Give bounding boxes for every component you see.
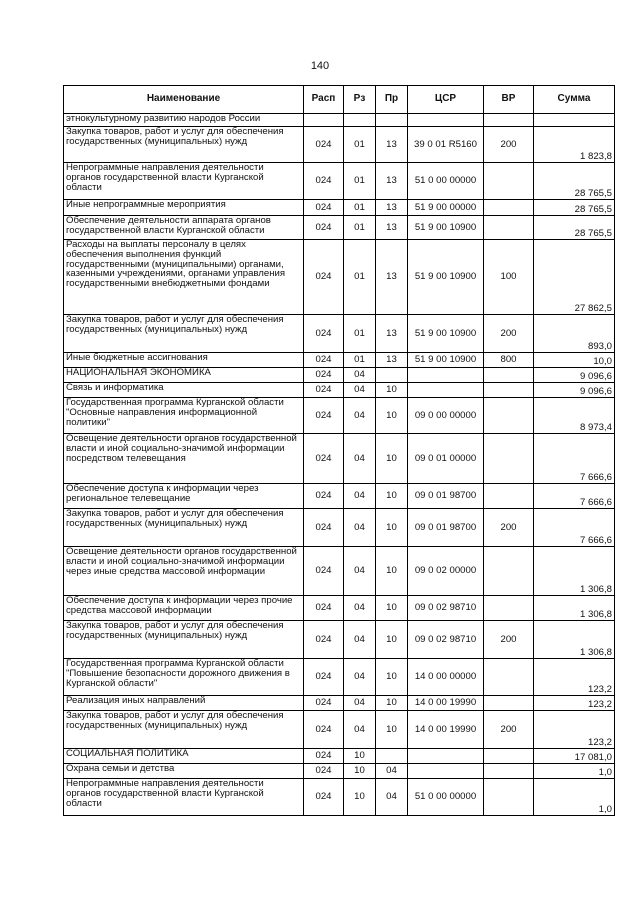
cell-rasp: 024 xyxy=(304,163,344,200)
cell-rz: 04 xyxy=(344,659,376,696)
cell-vr xyxy=(484,114,534,127)
cell-rz: 04 xyxy=(344,696,376,711)
cell-vr xyxy=(484,659,534,696)
cell-name: Обеспечение деятельности аппарата органов государственной власти Курганской области xyxy=(64,216,304,240)
cell-pr: 13 xyxy=(376,200,408,216)
table-row xyxy=(64,547,615,596)
cell-csr: 51 9 00 00000 xyxy=(408,200,484,216)
table-row xyxy=(64,621,615,659)
table-row xyxy=(64,216,615,240)
cell-pr: 13 xyxy=(376,315,408,353)
cell-rasp: 024 xyxy=(304,240,344,315)
table-row xyxy=(64,368,615,383)
table-row xyxy=(64,434,615,484)
header-name: Наименование xyxy=(64,86,304,114)
cell-csr: 09 0 01 98700 xyxy=(408,484,484,509)
cell-vr xyxy=(484,163,534,200)
cell-vr xyxy=(484,547,534,596)
cell-csr: 09 0 01 00000 xyxy=(408,434,484,484)
table-row xyxy=(64,163,615,200)
cell-rz: 01 xyxy=(344,315,376,353)
cell-vr xyxy=(484,368,534,383)
cell-rz xyxy=(344,114,376,127)
cell-csr xyxy=(408,368,484,383)
cell-name: НАЦИОНАЛЬНАЯ ЭКОНОМИКА xyxy=(64,368,304,383)
cell-rasp: 024 xyxy=(304,383,344,398)
cell-sum: 7 666,6 xyxy=(534,509,615,547)
cell-pr: 10 xyxy=(376,484,408,509)
cell-sum: 893,0 xyxy=(534,315,615,353)
table-row xyxy=(64,764,615,779)
header-vr: ВР xyxy=(484,86,534,114)
cell-rz: 01 xyxy=(344,200,376,216)
cell-sum: 123,2 xyxy=(534,659,615,696)
cell-rz: 01 xyxy=(344,353,376,368)
table-row xyxy=(64,200,615,216)
header-pr: Пр xyxy=(376,86,408,114)
cell-pr xyxy=(376,368,408,383)
cell-name: Охрана семьи и детства xyxy=(64,764,304,779)
cell-sum: 1 306,8 xyxy=(534,596,615,621)
cell-sum: 9 096,6 xyxy=(534,383,615,398)
cell-csr: 51 9 00 10900 xyxy=(408,353,484,368)
cell-rasp: 024 xyxy=(304,368,344,383)
table-row xyxy=(64,484,615,509)
cell-pr: 10 xyxy=(376,398,408,434)
cell-pr: 04 xyxy=(376,779,408,816)
cell-vr xyxy=(484,779,534,816)
cell-rasp: 024 xyxy=(304,779,344,816)
cell-pr: 10 xyxy=(376,659,408,696)
cell-name: Непрограммные направления деятельности органов государственной власти Курганской области xyxy=(64,779,304,816)
cell-rz: 04 xyxy=(344,509,376,547)
cell-rz: 01 xyxy=(344,127,376,163)
cell-csr xyxy=(408,383,484,398)
cell-name: этнокультурному развитию народов России xyxy=(64,114,304,127)
cell-name: Освещение деятельности органов государственной власти и иной социально-значимой информации посредством телевещания xyxy=(64,434,304,484)
cell-name: СОЦИАЛЬНАЯ ПОЛИТИКА xyxy=(64,749,304,764)
cell-sum: 7 666,6 xyxy=(534,484,615,509)
cell-pr: 10 xyxy=(376,383,408,398)
table-row xyxy=(64,749,615,764)
cell-csr xyxy=(408,114,484,127)
cell-pr xyxy=(376,114,408,127)
cell-pr: 10 xyxy=(376,621,408,659)
cell-rasp: 024 xyxy=(304,547,344,596)
cell-name: Непрограммные направления деятельности органов государственной власти Курганской области xyxy=(64,163,304,200)
cell-name: Расходы на выплаты персоналу в целях обеспечения выполнения функций государственными (муниципальными) органами, казенными учреждениями, органами управления государственными внебюджетными фондами xyxy=(64,240,304,315)
cell-rasp: 024 xyxy=(304,711,344,749)
cell-rz: 10 xyxy=(344,779,376,816)
cell-vr: 200 xyxy=(484,621,534,659)
cell-rasp: 024 xyxy=(304,749,344,764)
cell-rasp xyxy=(304,114,344,127)
cell-sum: 28 765,5 xyxy=(534,163,615,200)
cell-rasp: 024 xyxy=(304,696,344,711)
cell-name: Закупка товаров, работ и услуг для обеспечения государственных (муниципальных) нужд xyxy=(64,127,304,163)
cell-sum xyxy=(534,114,615,127)
cell-name: Обеспечение доступа к информации через региональное телевещание xyxy=(64,484,304,509)
cell-pr: 04 xyxy=(376,764,408,779)
cell-name: Закупка товаров, работ и услуг для обеспечения государственных (муниципальных) нужд xyxy=(64,509,304,547)
cell-pr: 10 xyxy=(376,547,408,596)
table-row xyxy=(64,240,615,315)
cell-vr: 200 xyxy=(484,315,534,353)
table-row xyxy=(64,127,615,163)
cell-csr: 51 0 00 00000 xyxy=(408,779,484,816)
cell-sum: 10,0 xyxy=(534,353,615,368)
header-csr: ЦСР xyxy=(408,86,484,114)
cell-pr: 10 xyxy=(376,434,408,484)
header-sum: Сумма xyxy=(534,86,615,114)
cell-rz: 01 xyxy=(344,240,376,315)
table-row xyxy=(64,779,615,816)
cell-sum: 27 862,5 xyxy=(534,240,615,315)
cell-csr: 09 0 00 00000 xyxy=(408,398,484,434)
cell-sum: 9 096,6 xyxy=(534,368,615,383)
cell-name: Освещение деятельности органов государственной власти и иной социально-значимой информации через иные средства массовой информации xyxy=(64,547,304,596)
table-row xyxy=(64,114,615,127)
cell-name: Государственная программа Курганской области "Повышение безопасности дорожного движения в Курганской области" xyxy=(64,659,304,696)
cell-name: Государственная программа Курганской области "Основные направления информационной политики" xyxy=(64,398,304,434)
cell-csr: 39 0 01 R5160 xyxy=(408,127,484,163)
table-row xyxy=(64,383,615,398)
cell-csr: 51 9 00 10900 xyxy=(408,315,484,353)
cell-vr xyxy=(484,696,534,711)
table-row xyxy=(64,353,615,368)
cell-csr: 09 0 02 98710 xyxy=(408,621,484,659)
cell-pr: 10 xyxy=(376,711,408,749)
cell-pr: 10 xyxy=(376,509,408,547)
header-rasp: Расп xyxy=(304,86,344,114)
cell-sum: 123,2 xyxy=(534,711,615,749)
table-body xyxy=(64,114,615,816)
table-row xyxy=(64,315,615,353)
cell-vr xyxy=(484,764,534,779)
cell-vr xyxy=(484,434,534,484)
cell-rasp: 024 xyxy=(304,596,344,621)
cell-rasp: 024 xyxy=(304,127,344,163)
cell-rz: 04 xyxy=(344,434,376,484)
cell-csr: 14 0 00 19990 xyxy=(408,711,484,749)
cell-csr: 51 9 00 10900 xyxy=(408,240,484,315)
cell-vr xyxy=(484,216,534,240)
cell-csr: 09 0 02 98710 xyxy=(408,596,484,621)
table-row xyxy=(64,398,615,434)
budget-table xyxy=(63,85,615,816)
cell-csr xyxy=(408,764,484,779)
table-row xyxy=(64,596,615,621)
cell-vr xyxy=(484,596,534,621)
cell-sum: 7 666,6 xyxy=(534,434,615,484)
cell-sum: 1,0 xyxy=(534,779,615,816)
cell-vr xyxy=(484,398,534,434)
cell-vr xyxy=(484,383,534,398)
page-number: 140 xyxy=(310,60,330,72)
cell-rz: 04 xyxy=(344,484,376,509)
cell-sum: 17 081,0 xyxy=(534,749,615,764)
cell-pr: 13 xyxy=(376,240,408,315)
cell-rasp: 024 xyxy=(304,315,344,353)
cell-pr xyxy=(376,749,408,764)
cell-sum: 1 306,8 xyxy=(534,621,615,659)
table-row xyxy=(64,659,615,696)
cell-rasp: 024 xyxy=(304,509,344,547)
cell-csr xyxy=(408,749,484,764)
cell-rz: 10 xyxy=(344,764,376,779)
cell-rasp: 024 xyxy=(304,764,344,779)
cell-vr: 200 xyxy=(484,509,534,547)
cell-rasp: 024 xyxy=(304,659,344,696)
cell-sum: 1 306,8 xyxy=(534,547,615,596)
cell-pr: 13 xyxy=(376,353,408,368)
cell-sum: 28 765,5 xyxy=(534,216,615,240)
cell-rasp: 024 xyxy=(304,434,344,484)
cell-name: Иные бюджетные ассигнования xyxy=(64,353,304,368)
cell-name: Иные непрограммные мероприятия xyxy=(64,200,304,216)
cell-rasp: 024 xyxy=(304,200,344,216)
cell-pr: 13 xyxy=(376,127,408,163)
cell-csr: 09 0 02 00000 xyxy=(408,547,484,596)
cell-vr: 200 xyxy=(484,127,534,163)
cell-rz: 01 xyxy=(344,216,376,240)
cell-vr xyxy=(484,200,534,216)
cell-name: Закупка товаров, работ и услуг для обеспечения государственных (муниципальных) нужд xyxy=(64,711,304,749)
cell-name: Закупка товаров, работ и услуг для обеспечения государственных (муниципальных) нужд xyxy=(64,621,304,659)
cell-csr: 14 0 00 00000 xyxy=(408,659,484,696)
cell-name: Связь и информатика xyxy=(64,383,304,398)
cell-sum: 28 765,5 xyxy=(534,200,615,216)
cell-rasp: 024 xyxy=(304,398,344,434)
cell-name: Закупка товаров, работ и услуг для обеспечения государственных (муниципальных) нужд xyxy=(64,315,304,353)
cell-vr xyxy=(484,484,534,509)
cell-rz: 04 xyxy=(344,711,376,749)
cell-pr: 13 xyxy=(376,216,408,240)
cell-rasp: 024 xyxy=(304,216,344,240)
cell-pr: 10 xyxy=(376,696,408,711)
cell-sum: 1 823,8 xyxy=(534,127,615,163)
cell-rasp: 024 xyxy=(304,621,344,659)
cell-name: Обеспечение доступа к информации через прочие средства массовой информации xyxy=(64,596,304,621)
cell-sum: 1,0 xyxy=(534,764,615,779)
cell-sum: 123,2 xyxy=(534,696,615,711)
cell-vr xyxy=(484,749,534,764)
cell-csr: 51 9 00 10900 xyxy=(408,216,484,240)
table-row xyxy=(64,696,615,711)
cell-rz: 04 xyxy=(344,368,376,383)
cell-rz: 01 xyxy=(344,163,376,200)
cell-rasp: 024 xyxy=(304,353,344,368)
cell-csr: 51 0 00 00000 xyxy=(408,163,484,200)
cell-pr: 10 xyxy=(376,596,408,621)
table-row xyxy=(64,711,615,749)
cell-rz: 04 xyxy=(344,398,376,434)
table-row xyxy=(64,509,615,547)
cell-name: Реализация иных направлений xyxy=(64,696,304,711)
cell-rz: 04 xyxy=(344,547,376,596)
cell-vr: 800 xyxy=(484,353,534,368)
cell-rz: 10 xyxy=(344,749,376,764)
cell-pr: 13 xyxy=(376,163,408,200)
table-header-row xyxy=(64,86,615,114)
cell-rz: 04 xyxy=(344,596,376,621)
cell-vr: 100 xyxy=(484,240,534,315)
cell-rz: 04 xyxy=(344,621,376,659)
header-rz: Рз xyxy=(344,86,376,114)
cell-rz: 04 xyxy=(344,383,376,398)
cell-rasp: 024 xyxy=(304,484,344,509)
cell-csr: 09 0 01 98700 xyxy=(408,509,484,547)
cell-csr: 14 0 00 19990 xyxy=(408,696,484,711)
cell-sum: 8 973,4 xyxy=(534,398,615,434)
cell-vr: 200 xyxy=(484,711,534,749)
